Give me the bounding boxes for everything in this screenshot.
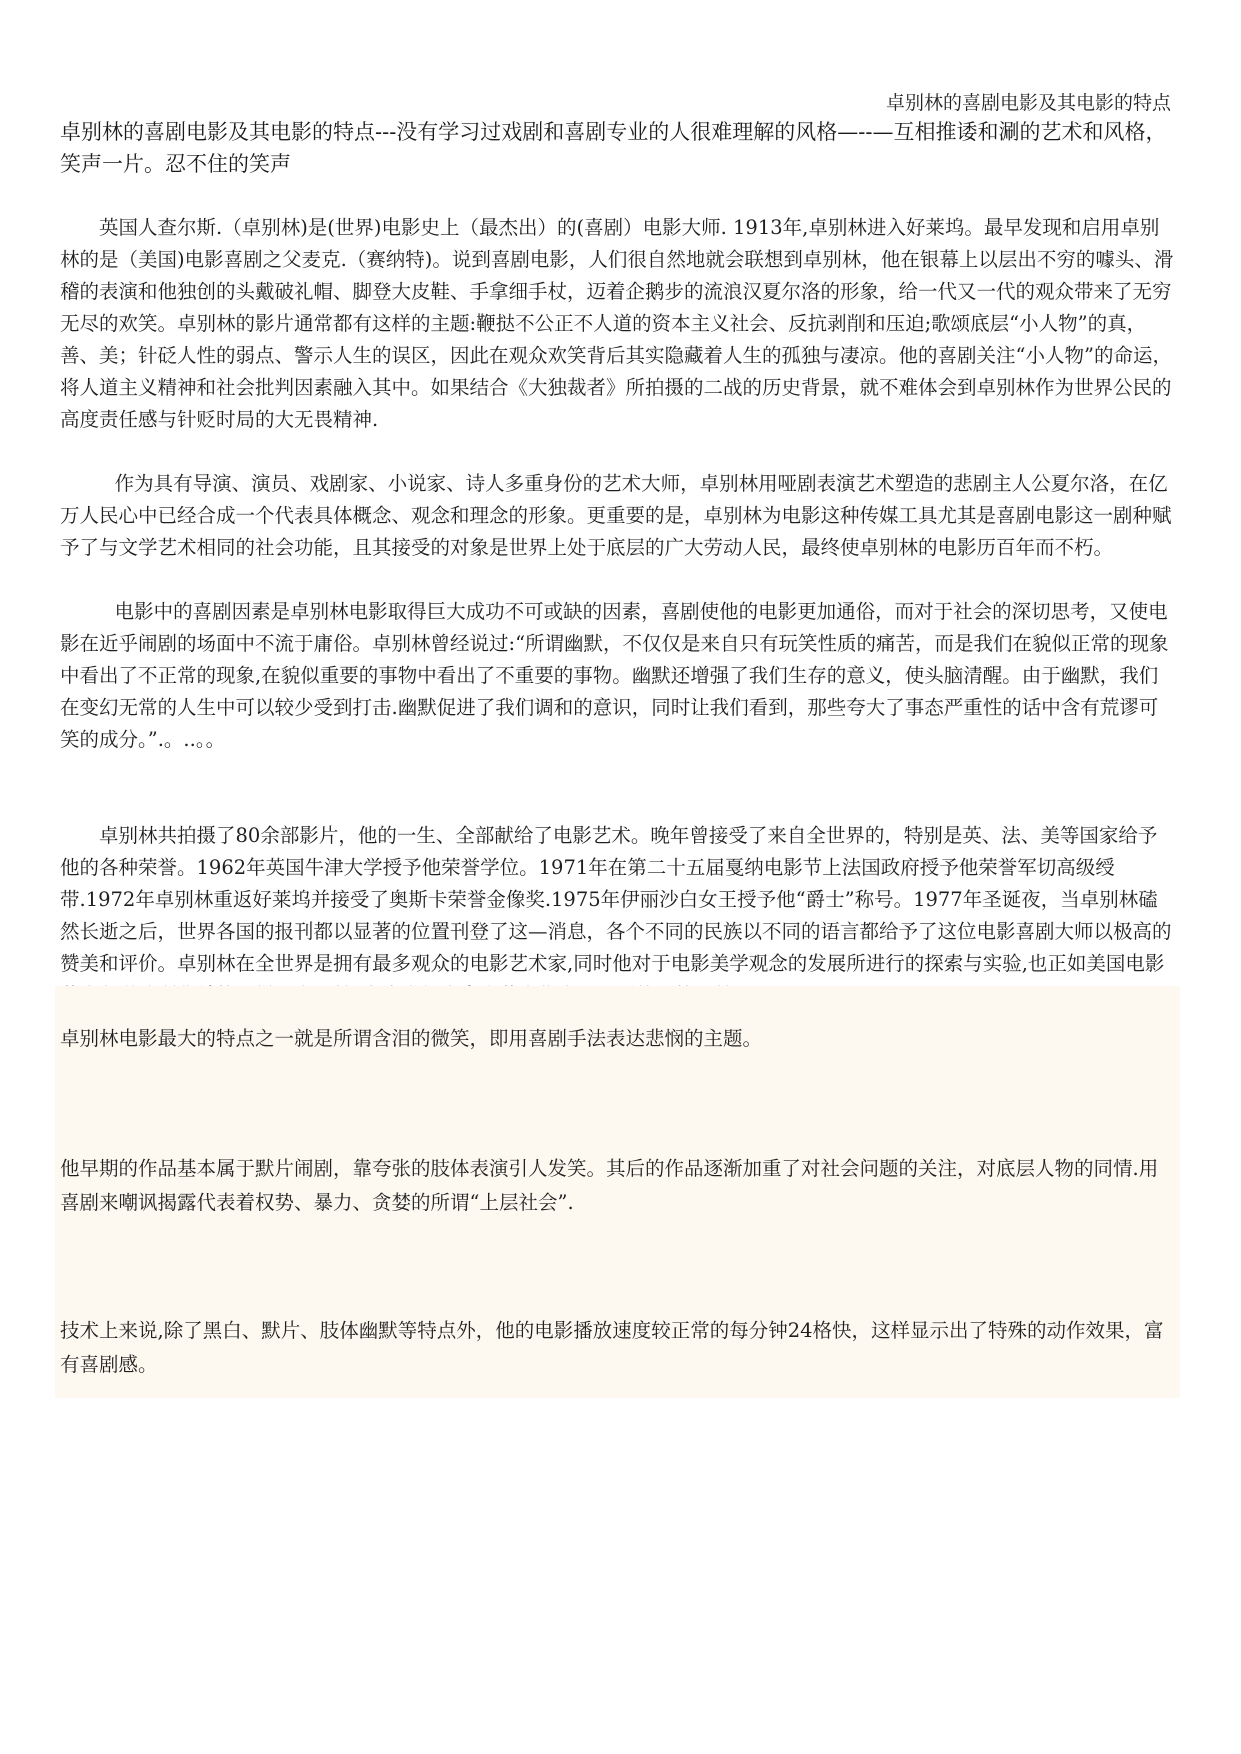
paragraph-artist: 作为具有导演、演员、戏剧家、小说家、诗人多重身份的艺术大师，卓别林用哑剧表演艺术塑造的悲剧主人公夏尔洛，在亿万人民心中已经合成一个代表具体概念、观念和理念的形象。更重要的是，卓别林为电影这种传媒工具尤其是喜剧电影这一剧种赋予了与文学艺术相同的社会功能，且其接受的对象是世界上处于底层的广大劳动人民，最终使卓别林的电影历百年而不朽。 (60, 472, 1172, 559)
document-title: 卓别林的喜剧电影及其电影的特点---没有学习过戏剧和喜剧专业的人很难理解的风格—--—互相推诿和涮的艺术和风格，笑声一片。忍不住的笑声 (60, 120, 1167, 176)
highlight-paragraph-technique: 技术上来说,除了黑白、默片、肢体幽默等特点外，他的电影播放速度较正常的每分钟24格快，这样显示出了特殊的动作效果，富有喜剧感。 (60, 1319, 1164, 1376)
highlight-paragraph-feature: 卓别林电影最大的特点之一就是所谓含泪的微笑，即用喜剧手法表达悲悯的主题。 (60, 1027, 763, 1050)
running-header: 卓别林的喜剧电影及其电影的特点 (885, 92, 1171, 114)
paragraph-comedy: 电影中的喜剧因素是卓别林电影取得巨大成功不可或缺的因素，喜剧使他的电影更加通俗，而对于社会的深切思考，又使电影在近乎闹剧的场面中不流于庸俗。卓别林曾经说过:“所谓幽默，不仅仅是来自只有玩笑性质的痛苦，而是我们在貌似正常的现象中看出了不正常的现象,在貌似重要的事物中看出了不重要的事物。幽默还增强了我们生存的意义，使头脑清醒。由于幽默，我们在变幻无常的人生中可以较少受到打击.幽默促进了我们调和的意识，同时让我们看到，那些夸大了事态严重性的话中含有荒谬可笑的成分。”.。..。。 (60, 600, 1169, 751)
highlight-paragraph-early-works: 他早期的作品基本属于默片闹剧，靠夸张的肢体表演引人发笑。其后的作品逐渐加重了对社会问题的关注，对底层人物的同情.用喜剧来嘲讽揭露代表着权势、暴力、贪婪的所谓“上层社会”. (60, 1157, 1159, 1214)
paragraph-honors: 卓别林共拍摄了80余部影片，他的一生、全部献给了电影艺术。晚年曾接受了来自全世界的，特别是英、法、美等国家给予他的各种荣誉。1962年英国牛津大学授予他荣誉学位。1971年在第二十五届戛纳电影节上法国政府授予他荣誉军切高级绶带.1972年卓别林重返好莱坞并接受了奥斯卡荣誉金像奖.1975年伊丽沙白女王授予他“爵士”称号。1977年圣诞夜，当卓别林磕然长逝之后，世界各国的报刊都以显著的位置刊登了这—消息，各个不同的民族以不同的语言都给予了这位电影喜剧大师以极高的赞美和评价。卓别林在全世界是拥有最多观众的电影艺术家,同时他对于电影美学观念的发展所进行的探索与实验,也正如美国电影 (60, 824, 1172, 975)
paragraph-intro: 英国人查尔斯.（卓别林)是(世界)电影史上（最杰出）的(喜剧）电影大师. 1913年,卓别林进入好莱坞。最早发现和启用卓别林的是（美国)电影喜剧之父麦克.（赛纳特)。说到喜剧电影，人们很自然地就会联想到卓别林，他在银幕上以层出不穷的噱头、滑稽的表演和他独创的头戴破礼帽、脚登大皮鞋、手拿细手杖，迈着企鹅步的流浪汉夏尔洛的形象，给一代又一代的观众带来了无穷无尽的欢笑。卓别林的影片通常都有这样的主题:鞭挞不公正不人道的资本主义社会、反抗剥削和压迫;歌颂底层“小人物”的真，善、美；针砭人性的弱点、警示人生的误区，因此在观众欢笑背后其实隐藏着人生的孤独与凄凉。他的喜剧关注“小人物”的命运，将人道主义精神和社会批判因素融入其中。如果结合《大独裁者》所拍摄的二战的历史背景，就不难体会到卓别林作为世界公民的高度责任感与针贬时局的大无畏精神. (60, 216, 1174, 431)
